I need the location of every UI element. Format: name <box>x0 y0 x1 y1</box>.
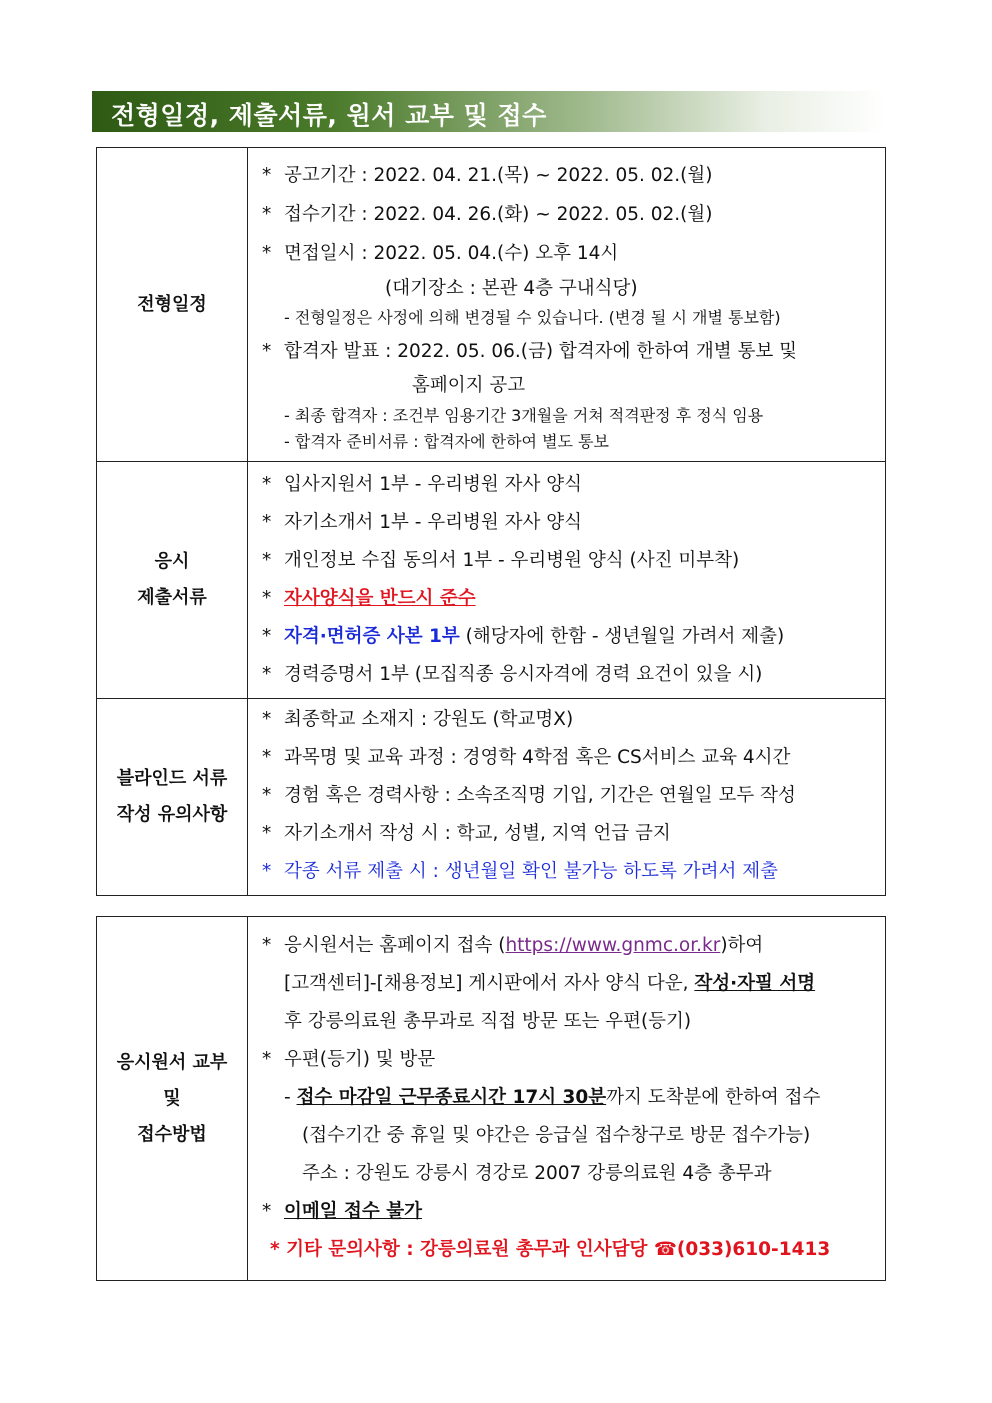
app-line-8: * 이메일 접수 불가 <box>262 1200 422 1222</box>
doc-item-4: * 자사양식을 반드시 준수 <box>262 588 476 609</box>
application-content <box>248 917 886 1281</box>
doc-item-3: * 개인정보 수집 동의서 1부 - 우리병원 양식 (사진 미부착) <box>262 550 740 571</box>
schedule-row <box>97 148 886 462</box>
application-table <box>96 916 886 1281</box>
announce-cont: 홈페이지 공고 <box>412 375 526 396</box>
blind-item-5: * 각종 서류 제출 시 : 생년월일 확인 불가능 하도록 가려서 제출 <box>262 861 778 882</box>
receipt-period: * 접수기간 : 2022. 04. 26.(화) ~ 2022. 05. 02.(월) <box>262 204 713 225</box>
doc-item-1: * 입사지원서 1부 - 우리병원 자사 양식 <box>262 474 583 495</box>
info-table <box>96 147 886 896</box>
section-title: 전형일정, 제출서류, 원서 교부 및 접수 <box>111 101 547 130</box>
documents-row <box>97 462 886 699</box>
docs-note: - 합격자 준비서류 : 합격자에 한하여 별도 통보 <box>284 432 609 451</box>
doc-item-2: * 자기소개서 1부 - 우리병원 자사 양식 <box>262 512 583 533</box>
interview-date: * 면접일시 : 2022. 05. 04.(수) 오후 14시 <box>262 243 619 264</box>
app-line-5: - 접수 마감일 근무종료시간 17시 30분까지 도착분에 한하여 접수 <box>284 1086 821 1108</box>
final-note: - 최종 합격자 : 조건부 임용기간 3개월을 거쳐 적격판정 후 정식 임용 <box>284 406 764 425</box>
app-line-6: (접수기간 중 휴일 및 야간은 응급실 접수창구로 방문 접수가능) <box>302 1124 811 1146</box>
notice-period: * 공고기간 : 2022. 04. 21.(목) ~ 2022. 05. 02.(월) <box>262 165 713 186</box>
blind-item-1: * 최종학교 소재지 : 강원도 (학교명X) <box>262 709 574 730</box>
homepage-link[interactable]: https://www.gnmc.or.kr <box>505 934 721 956</box>
app-line-7: 주소 : 강원도 강릉시 경강로 2007 강릉의료원 4층 총무과 <box>302 1162 772 1184</box>
waiting-place: (대기장소 : 본관 4층 구내식당) <box>385 278 638 299</box>
blind-item-2: * 과목명 및 교육 과정 : 경영학 4학점 혹은 CS서비스 교육 4시간 <box>262 747 791 768</box>
blind-header: 블라인드 서류 작성 유의사항 <box>97 699 248 896</box>
blind-item-4: * 자기소개서 작성 시 : 학교, 성별, 지역 언급 금지 <box>262 823 671 844</box>
blind-item-3: * 경험 혹은 경력사항 : 소속조직명 기입, 기간은 연월일 모두 작성 <box>262 785 796 806</box>
schedule-header: 전형일정 <box>97 148 248 462</box>
doc-item-5: * 자격·면허증 사본 1부 (해당자에 한함 - 생년월일 가려서 제출) <box>262 626 785 647</box>
documents-content <box>248 462 886 699</box>
change-note: - 전형일정은 사정에 의해 변경될 수 있습니다. (변경 될 시 개별 통보함) <box>284 308 781 327</box>
blind-content <box>248 699 886 896</box>
application-row <box>97 917 886 1281</box>
doc-item-6: * 경력증명서 1부 (모집직종 응시자격에 경력 요건이 있을 시) <box>262 664 763 685</box>
app-line-4: * 우편(등기) 및 방문 <box>262 1048 436 1070</box>
documents-header: 응시 제출서류 <box>97 462 248 699</box>
application-header: 응시원서 교부 및 접수방법 <box>97 917 248 1281</box>
app-line-2: [고객센터]-[채용정보] 게시판에서 자사 양식 다운, 작성·자필 서명 <box>284 972 816 994</box>
schedule-content <box>248 148 886 462</box>
app-line-3: 후 강릉의료원 총무과로 직접 방문 또는 우편(등기) <box>284 1010 692 1032</box>
app-line-1: * 응시원서는 홈페이지 접속 (https://www.gnmc.or.kr)하여 <box>262 934 764 956</box>
blind-row <box>97 699 886 896</box>
section-banner <box>92 91 885 132</box>
announce-line: * 합격자 발표 : 2022. 05. 06.(금) 합격자에 한하여 개별 통보 및 <box>262 341 797 362</box>
contact-line: * 기타 문의사항 : 강릉의료원 총무과 인사담당 ☎(033)610-1413 <box>270 1238 831 1260</box>
